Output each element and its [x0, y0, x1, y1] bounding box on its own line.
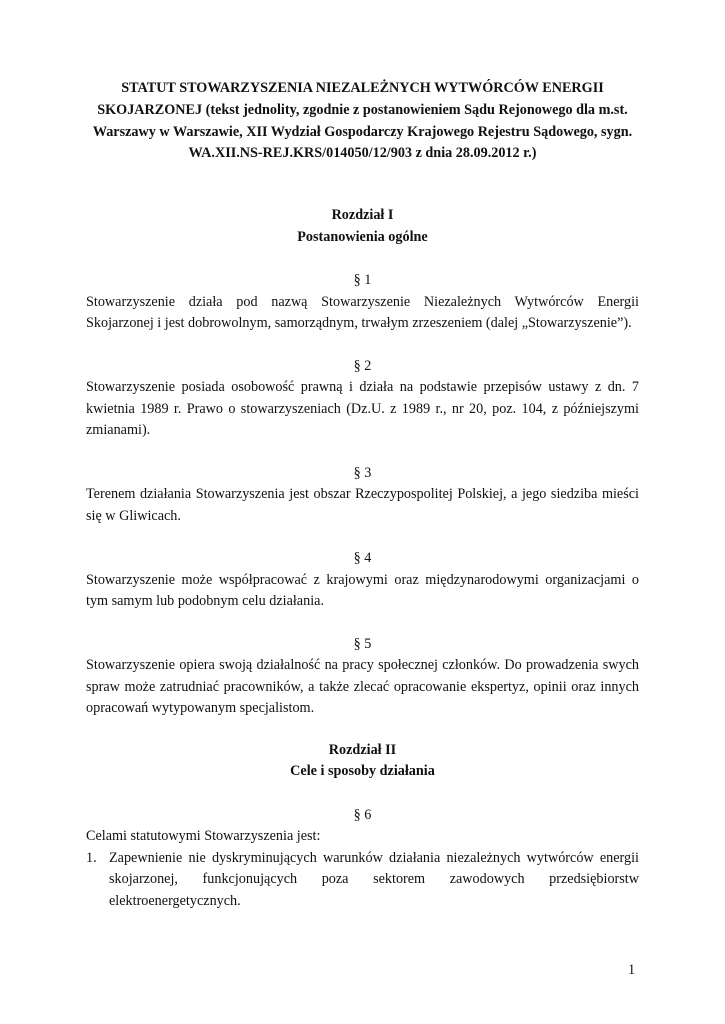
- section-1-text: Stowarzyszenie działa pod nazwą Stowarzyszenie Niezależnych Wytwórców Energii Skojarzonej i jest dobrowolnym, samorządnym, trwałym zrzeszeniem (dalej „Stowarzyszenie”).: [86, 293, 639, 332]
- list-item-text: Zapewnienie nie dyskryminujących warunków działania niezależnych wytwórców energii skojarzonej, funkcjonujących poza sektorem zawodowych przedsiębiorstw elektroenergetycznych.: [109, 849, 639, 909]
- chapter-2-name: Cele i sposoby działania: [290, 763, 435, 780]
- chapter-1-name: Postanowienia ogólne: [297, 228, 428, 245]
- section-1-mark: § 1: [353, 272, 372, 289]
- document-body: [86, 78, 639, 912]
- list-item-number: 1.: [86, 849, 97, 866]
- chapter-1-number: Rozdział I: [331, 207, 394, 224]
- chapter-2-number: Rozdział II: [328, 741, 397, 758]
- section-6-list: [86, 848, 639, 913]
- section-5-mark: § 5: [353, 635, 372, 652]
- section-3-mark: § 3: [353, 464, 372, 481]
- section-2-text: Stowarzyszenie posiada osobowość prawną i działa na podstawie przepisów ustawy z dn. 7 kwietnia 1989 r. Prawo o stowarzyszeniach (Dz.U. z 1989 r., nr 20, poz. 104, z późniejszymi zmianami).: [86, 379, 639, 439]
- list-item: [86, 848, 639, 913]
- document-title: STATUT STOWARZYSZENIA NIEZALEŻNYCH WYTWÓRCÓW ENERGII SKOJARZONEJ (tekst jednolity, zgodnie z postanowieniem Sądu Rejonowego dla m.st. Warszawy w Warszawie, XII Wydział Gospodarczy Krajowego Rejestru Sądowego, sygn. WA.XII.NS-REJ.KRS/014050/12/903 z dnia 28.09.2012 r.): [92, 80, 633, 162]
- section-6-text: Celami statutowymi Stowarzyszenia jest:: [86, 828, 321, 845]
- section-6-mark: § 6: [353, 806, 372, 823]
- section-3-text: Terenem działania Stowarzyszenia jest obszar Rzeczypospolitej Polskiej, a jego siedziba mieści się w Gliwicach.: [86, 486, 639, 524]
- section-4-text: Stowarzyszenie może współpracować z krajowymi oraz międzynarodowymi organizacjami o tym samym lub podobnym celu działania.: [86, 571, 639, 610]
- section-5-text: Stowarzyszenie opiera swoją działalność na pracy społecznej członków. Do prowadzenia swych spraw może zatrudniać pracowników, a także zlecać opracowanie ekspertyz, opinii oraz innych opracowań wytypowanym specjalistom.: [86, 657, 639, 717]
- section-2-mark: § 2: [353, 357, 372, 374]
- page-number: 1: [628, 962, 636, 978]
- section-4-mark: § 4: [353, 550, 372, 567]
